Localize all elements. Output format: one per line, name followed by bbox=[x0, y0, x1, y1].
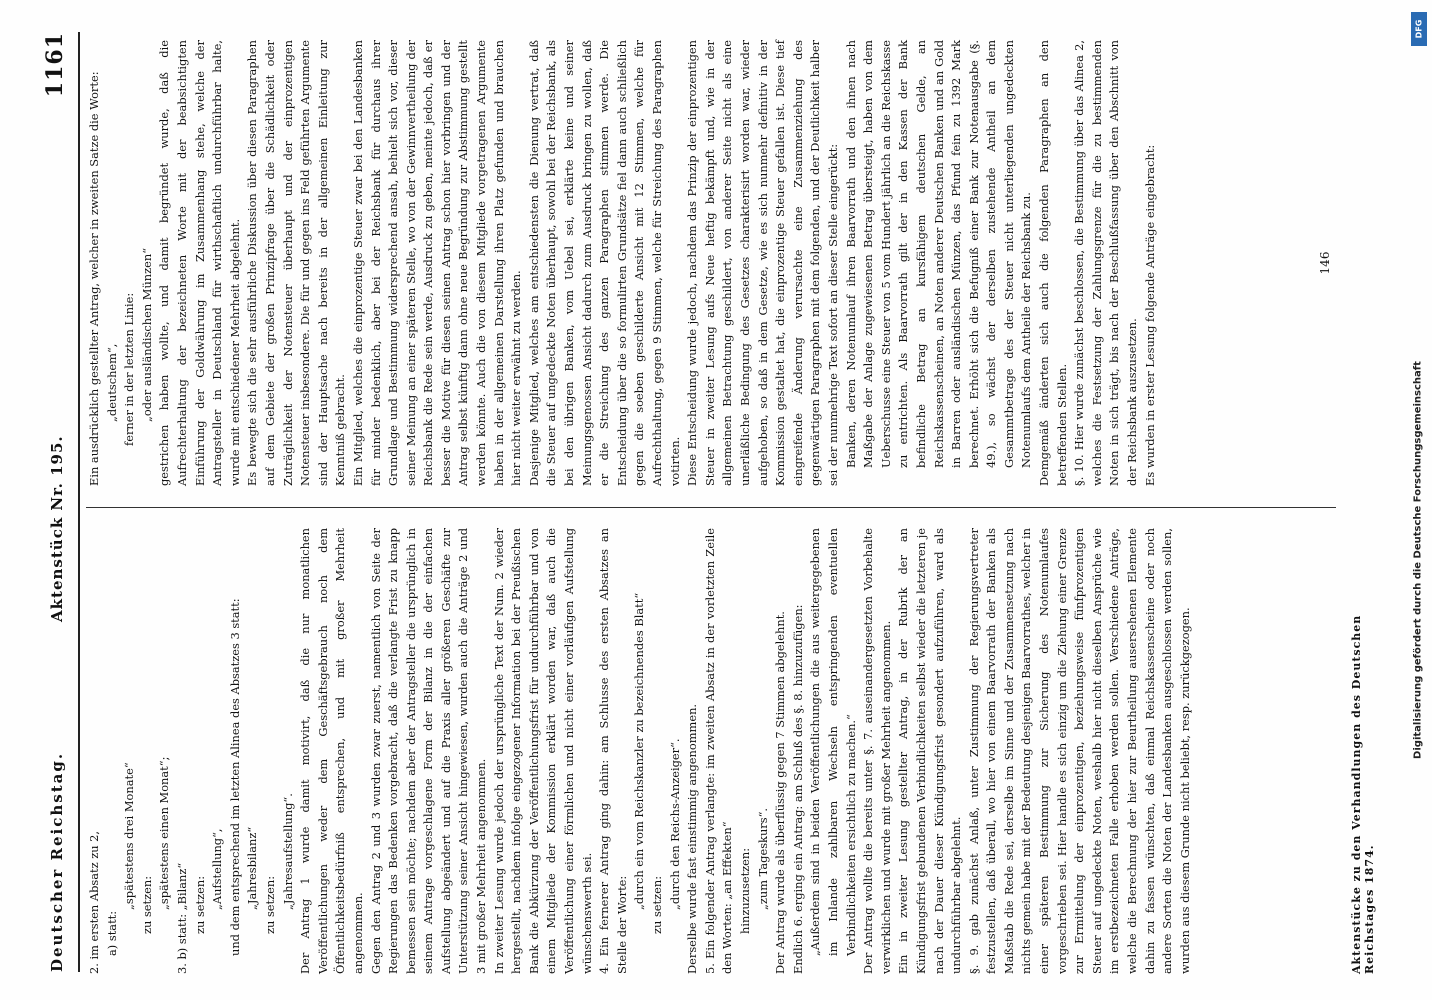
paragraph: zu setzen: bbox=[139, 875, 154, 934]
paragraph: „deutschem“, bbox=[104, 343, 119, 422]
paragraph: „spätestens einen Monat“; bbox=[157, 756, 172, 910]
paragraph: und dem entsprechend im letzten Alinea des Absatzes 3 statt: bbox=[227, 598, 242, 956]
dfg-logo: DFG bbox=[1411, 12, 1427, 46]
paragraph: hinzuzusetzen: bbox=[737, 847, 752, 934]
paragraph: In zweiter Lesung wurde jedoch der ursprüngliche Text der Num. 2 wieder hergestellt, nachdem infolge eingezogener Information bei der Preußischen Bank die Abkürzung der Veröffentlichungsfrist für undurchführbar und von einem Mitgliede der Kommission erklärt worden war, daß auch die Veröffentlichung einer förmlichen und nicht einer vorläufigen Aufstellung wünschenswerth sei. bbox=[491, 528, 594, 974]
paragraph: Es wurden in erster Lesung folgende Anträge eingebracht: bbox=[1142, 144, 1157, 486]
paragraph: zu setzen: bbox=[650, 875, 664, 934]
paragraph: „oder ausländischen Münzen“ bbox=[139, 247, 154, 422]
paragraph: „Aufstellung“, bbox=[210, 828, 225, 910]
paragraph: 5. Ein folgender Antrag verlangte: im zweiten Absatz in der vorletzten Zeile den Worten: „an Effekten“ bbox=[702, 528, 735, 974]
digitization-credit: Digitalisierung gefördert durch die Deutsche Forschungsgemeinschaft bbox=[1412, 361, 1424, 759]
paragraph: Der Antrag wurde als überflüssig gegen 7 Stimmen abgelehnt. bbox=[773, 611, 788, 974]
header-page-number: 1161 bbox=[42, 32, 68, 98]
paragraph: Derselbe wurde fast einstimmig angenommen. bbox=[685, 703, 700, 974]
paragraph: zu setzen: bbox=[192, 875, 207, 934]
header-publication: Deutscher Reichstag. bbox=[48, 751, 66, 972]
header-document-number: Aktenstück Nr. 195. bbox=[48, 435, 66, 622]
paragraph: Endlich 6. erging ein Antrag: am Schluß des §. 8. hinzuzufügen: bbox=[790, 604, 805, 974]
left-column bbox=[86, 528, 1194, 974]
paragraph: Diese Entscheidung wurde jedoch, nachdem das Prinzip der einprozentigen Steuer in zweiter Lesung aufs Neue heftig bekämpft und, wie in der allgemeinen Betrachtung geschildert, von anderer Seite nicht als eine unerläßliche Bedingung des Gesetzes charakterisirt worden war, wieder aufgehoben, so daß in dem Gesetze, wie es sich nunmehr definitiv in der Kommission gestaltet hat, die einprozentige Steuer gefallen ist. Diese tief eingreifende Änderung verursachte eine Zusammenziehung des gegenwärtigen Paragraphen mit dem folgenden, und der Deutlichkeit halber sei der nunmehrige Text sofort an dieser Stelle eingerückt: bbox=[685, 40, 840, 486]
paragraph: Ein ausdrücklich gestellter Antrag, welcher in zweiten Satze die Worte: bbox=[87, 71, 101, 486]
paragraph: „Jahresbilanz“ bbox=[245, 826, 260, 910]
signature-number: 146 bbox=[1318, 251, 1332, 275]
right-column bbox=[86, 40, 1159, 486]
paragraph: 4. Ein fernerer Antrag ging dahin: am Schlusse des ersten Absatzes an Stelle der Worte: bbox=[597, 528, 629, 974]
paragraph: 3. b) statt: „Bilanz“ bbox=[174, 862, 189, 974]
paragraph: 2. im ersten Absatz zu 2, bbox=[87, 830, 101, 974]
paragraph: §. 9. gab zunächst Anlaß, unter Zustimmung der Regierungsvertreter festzustellen, daß überall, wo hier von einem Baarvorrath der Banken als Maßstab die Rede sei, derselbe im Sinne und der Zusammensetzung nach nichts gemein habe mit der Bedeutung desjenigen Baarvorrathes, welcher in einer späteren Bestimmung zur Sicherung des Notenumlaufes vorgeschrieben sei. Hier handle es sich einzig um die Ziehung einer Grenze zur Ermittelung der einprozentigen, beziehungsweise fünfprozentigen Steuer auf ungedeckte Noten, weshalb hier nicht dieselben Ansprüche wie im erstbezeichneten Falle erhoben werden sollen. Verschiedene Anträge, welche die Berechnung der hier zur Beurtheilung ausersehenen Elemente dahin zu fassen wünschten, daß einmal Reichskassenscheine oder noch andere Sorten die Noten der Landesbanken ausgeschlossen werden sollen, wurden aus diesem Grunde nicht beliebt, resp. zurückgezogen. bbox=[966, 528, 1192, 974]
footer-source: Aktenstücke zu den Verhandlungen des Deutschen Reichstages 1874. bbox=[1350, 614, 1376, 974]
paragraph: gestrichen haben wollte, und damit begründet wurde, daß die Aufrechterhaltung der bezeichneten Worte mit der beabsichtigten Einführung der Goldwährung im Zusammenhang stehe, welche der Antragsteller in Deutschland für wirthschaftlich undurchführbar halte, wurde mit entschiedener Mehrheit abgelehnt. bbox=[157, 40, 242, 486]
paragraph: ferner in der letzten Linie: bbox=[122, 292, 137, 446]
paragraph: zu setzen: bbox=[262, 875, 277, 934]
paragraph: Banken, deren Notenumlauf ihren Baarvorrath und den ihnen nach Maßgabe der Anlage zugewiesenen Betrag übersteigt, haben von dem Ueberschusse eine Steuer von 5 vom Hundert jährlich an die Reichskasse zu entrichten. Als Baarvorrath gilt der in den Kassen der Bank befindliche Betrag an kursfähigem deutschen Gelde, an Reichskassenscheinen, an Noten anderer Deutschen Banken und an Gold in Barren oder ausländischen Münzen, das Pfund fein zu 1392 Mark berechnet. Erhöht sich die Befugniß einer Bank zur Notenausgabe (§. 49.), so wächst der derselben zustehende Antheil an dem Gesammtbetrage des der Steuer nicht unterliegenden ungedeckten Notenumlaufs dem Antheile der Reichsbank zu. bbox=[843, 40, 1034, 468]
paragraph: Es bewegte sich die sehr ausführliche Diskussion über diesen Paragraphen auf dem Gebiete der großen Prinzipfrage über die Schädlichkeit oder Zuträglichkeit der Notensteuer überhaupt und der einprozentigen Notensteuer insbesondere. Die für und gegen ins Feld geführten Argumente sind der Hauptsache nach bereits in der allgemeinen Einleitung zur Kenntniß gebracht. bbox=[245, 40, 348, 486]
paragraph: „Außerdem sind in beiden Veröffentlichungen die aus weitergegebenen im Inlande zahlbaren Wechseln entspringenden eventuellen Verbindlichkeiten ersichtlich zu machen.“ bbox=[808, 528, 858, 956]
column-separator bbox=[86, 507, 1336, 508]
paragraph: Demgemäß änderten sich auch die folgenden Paragraphen an den betreffenden Stellen. bbox=[1037, 40, 1069, 486]
paragraph: Gegen den Antrag 2 und 3 wurden zwar zuerst, namentlich von Seite der Regierungen das Bedenken vorgebracht, daß die verlangte Frist zu knapp bemessen sein möchte; nachdem aber der Antragsteller die ursprünglich in seinem Antrage vorgeschlagene Form der Bilanz in die der einfachen Aufstellung abgeändert und auf die Praxis aller größeren Geschäfte zur Unterstützung seiner Ansicht hingewiesen, wurden auch die Anträge 2 und 3 mit großer Mehrheit angenommen. bbox=[368, 528, 489, 974]
paragraph: §. 10. Hier wurde zunächst beschlossen, die Bestimmung über das Alinea 2, welches die Festsetzung der Zahlungsgrenze für die zu bestimmenden Noten in sich trägt, bis nach der Beschlußfassung über den Abschnitt von der Reichsbank auszusetzen. bbox=[1072, 40, 1140, 486]
paragraph: Ein in zweiter Lesung gestellter Antrag, in der Rubrik der an Kündigungsfrist gebundenen Verbindlichkeiten selbst wieder die letzteren je nach der Dauer dieser Kündigungsfrist gesondert aufzuführen, ward als undurchführbar abgelehnt. bbox=[896, 528, 964, 974]
paragraph: Ein Mitglied, welches die einprozentige Steuer zwar bei den Landesbanken für minder bedenklich, aber bei der Reichsbank für durchaus ihrer Grundlage und Bestimmung widersprechend ansah, behielt sich vor, dieser seiner Meinung an einer späteren Stelle, wo von der Gewinnvertheilung der Reichsbank die Rede sein werde, Ausdruck zu geben, meinte jedoch, daß er besser die Motive für diesen seinen Antrag schon hier vorbringen und der Antrag selbst künftig dann ohne neue Begründung zur Abstimmung gestellt werden könnte. Auch die von diesem Mitgliede vorgetragenen Argumente haben in der allgemeinen Darstellung ihren Platz gefunden und brauchen hier nicht weiter erwähnt zu werden. bbox=[350, 40, 524, 486]
dfg-sidebar bbox=[1404, 0, 1432, 1000]
paragraph: „durch den Reichs-Anzeiger“. bbox=[667, 738, 682, 910]
paragraph: a) statt: bbox=[104, 910, 119, 956]
paragraph: „spätestens drei Monate“ bbox=[122, 762, 137, 910]
paragraph: Dasjenige Mitglied, welches am entschiedensten die Dienung vertrat, daß die Steuer auf ungedeckte Noten überhaupt, sowohl bei der Reichsbank, als bei den übrigen Banken, vom Uebel sei, erklärte keine und seiner Meinungsgenossen Ansicht dadurch zum Ausdruck bringen zu wollen, daß er die Streichung des ganzen Paragraphen stimmen werde. Die Entscheidung über die so formulirten Grundsätze fiel dann auch schließlich gegen die soeben geschilderte Ansicht mit 12 Stimmen, welche für Aufrechthaltung, gegen 9 Stimmen, welche für Streichung des Paragraphen votirten. bbox=[526, 40, 682, 486]
page-header bbox=[42, 32, 72, 972]
paragraph: „Jahresaufstellung“. bbox=[280, 793, 295, 910]
header-rule bbox=[78, 32, 80, 972]
paragraph: Der Antrag wollte die bereits unter §. 7. auseinandergesetzten Vorbehalte verwirklichen und wurde mit großer Mehrheit angenommen. bbox=[861, 528, 893, 974]
paragraph: „durch ein vom Reichskanzler zu bezeichnendes Blatt“ bbox=[632, 592, 647, 910]
paragraph: „zum Tageskurs“. bbox=[755, 807, 770, 910]
paragraph: Der Antrag 1 wurde damit motivirt, daß die nur monatlichen Veröffentlichungen weder dem Geschäftsgebrauch noch dem Öffentlichkeitsbedürfniß entsprechen, und mit großer Mehrheit angenommen. bbox=[298, 528, 365, 974]
